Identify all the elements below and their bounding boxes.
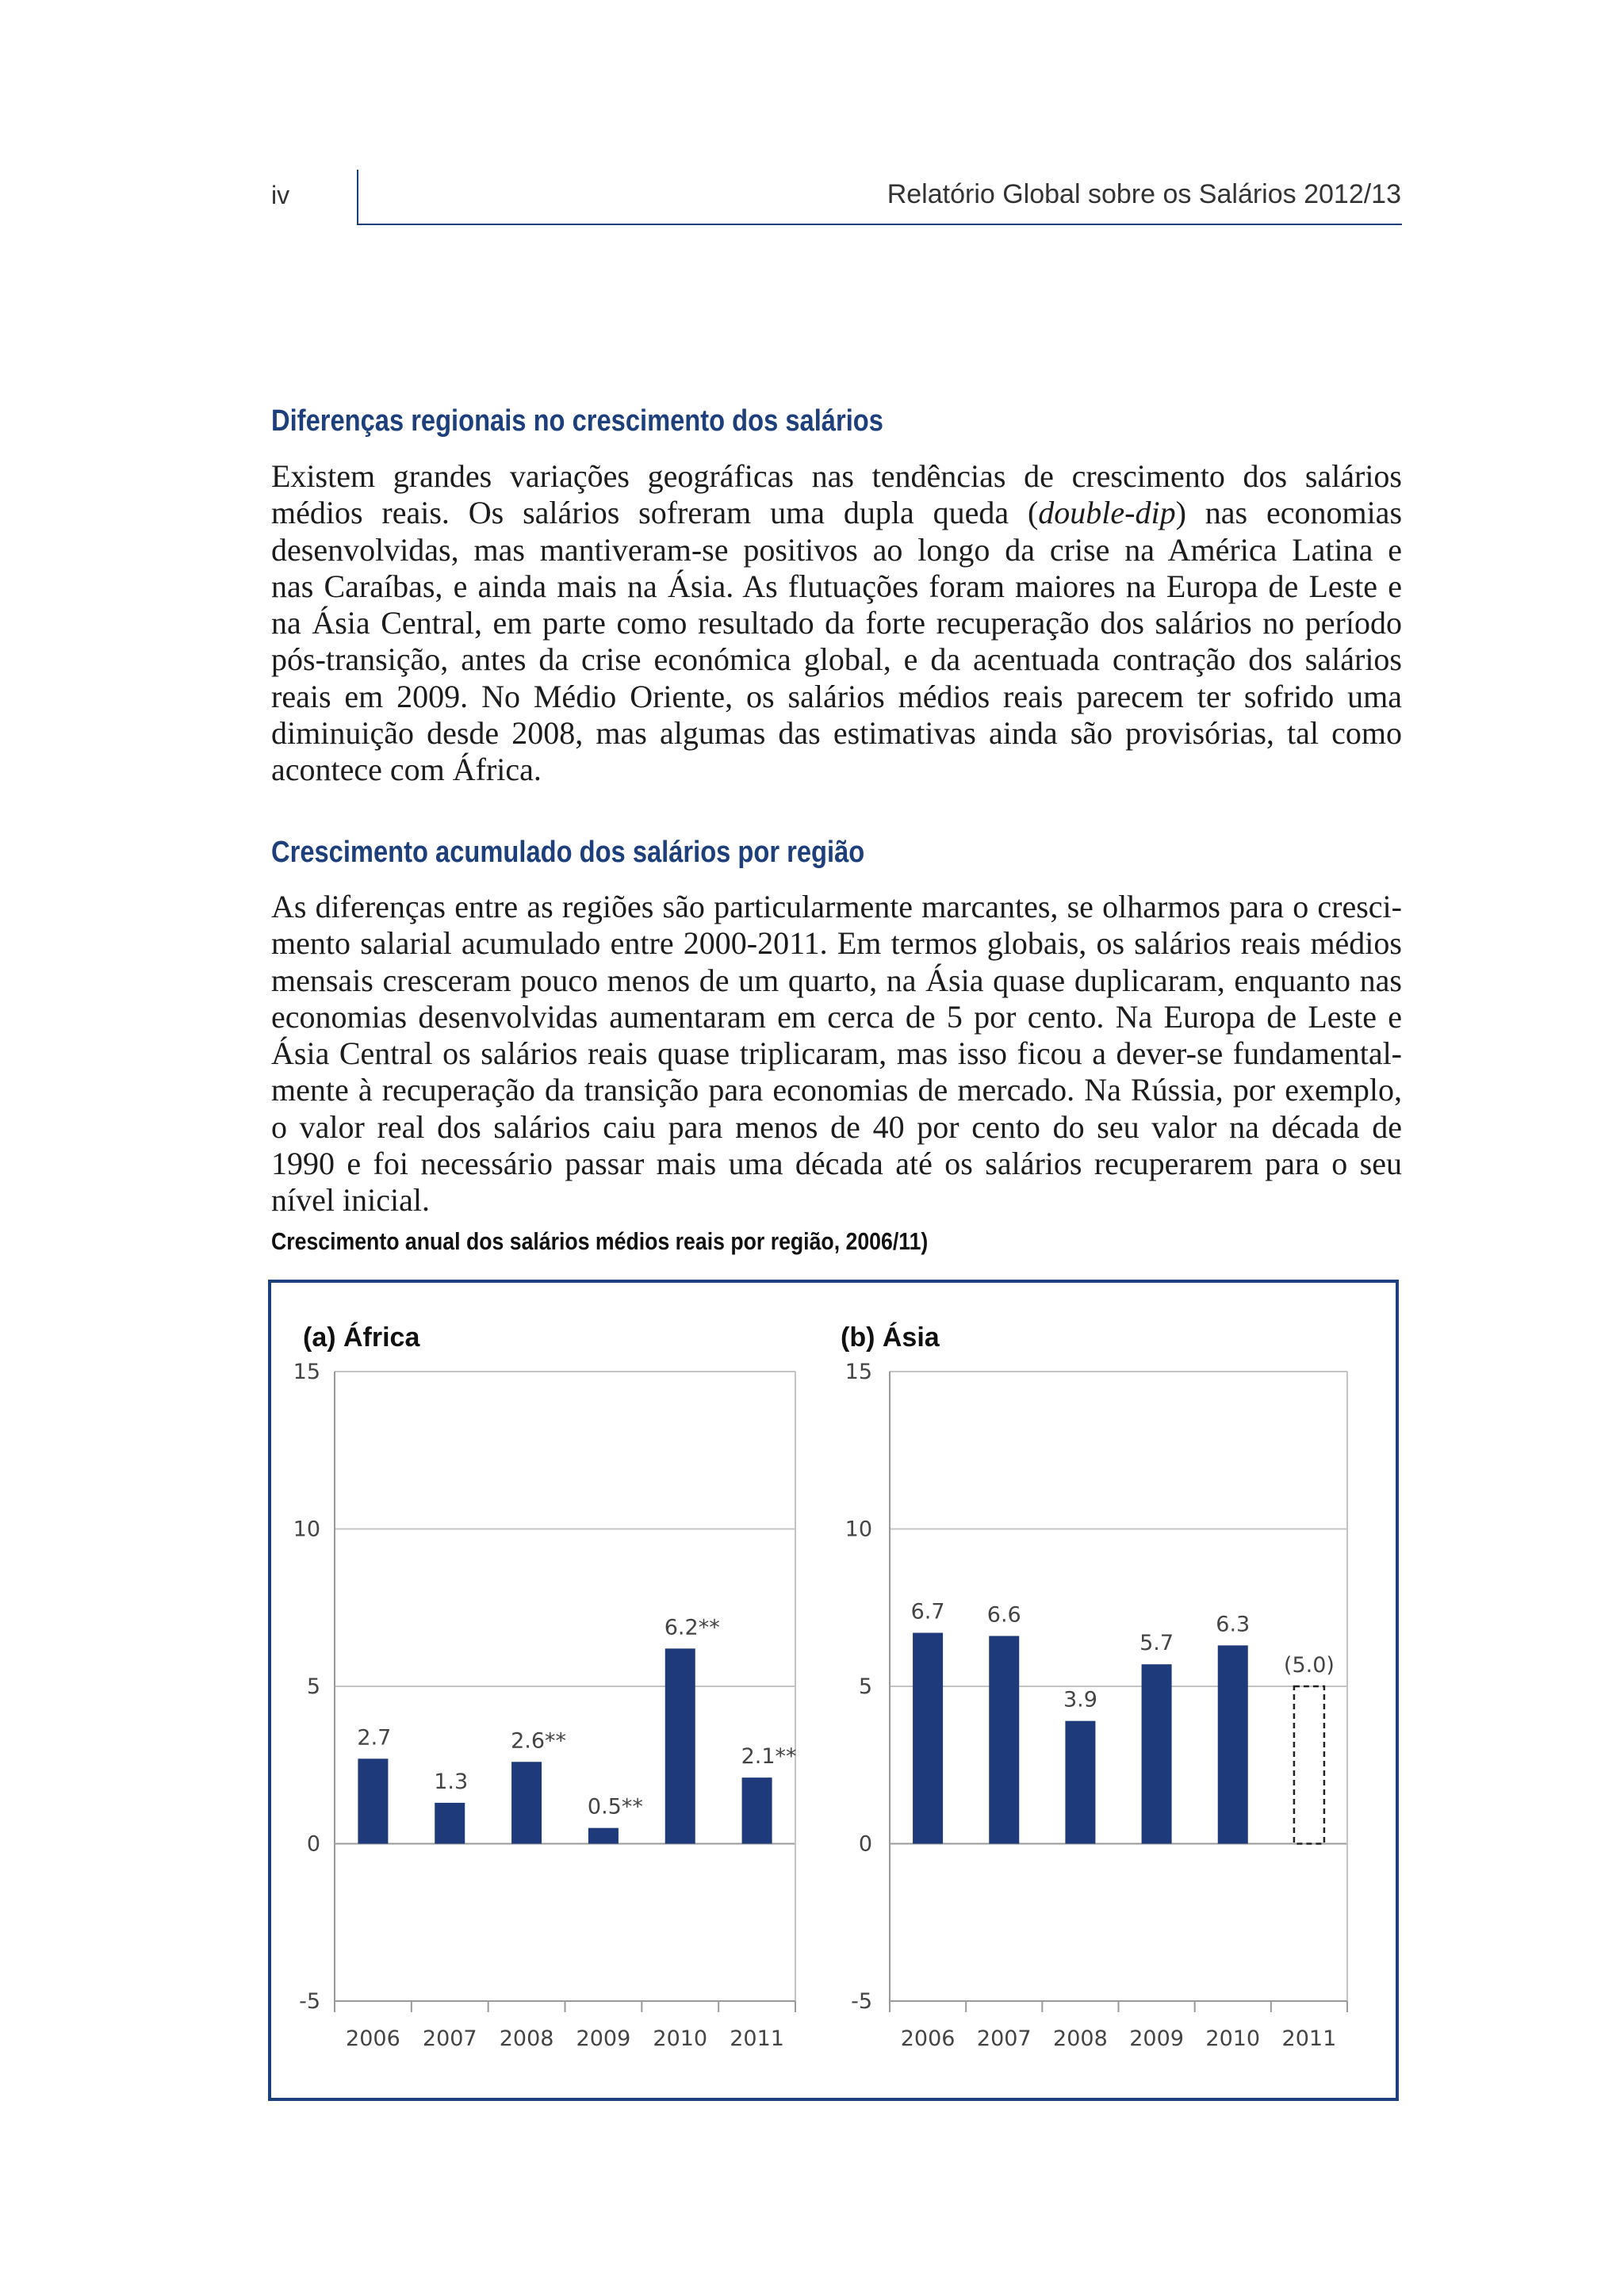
section-heading-cumulative: Crescimento acumulado dos salários por região: [271, 836, 865, 869]
x-tick-label: 2011: [730, 2026, 784, 2051]
bar: [742, 1777, 772, 1843]
data-label: 2.1**: [741, 1744, 797, 1770]
text-line: nas Caraíbas, e ainda mais na Ásia. As flutuações foram maiores na Europa de Leste e: [271, 568, 1402, 604]
panel-title-asia: (b) Ásia: [841, 1322, 940, 1353]
text-line: médios reais. Os salários sofreram uma dupla queda (double-dip) nas economias: [271, 495, 1403, 531]
x-tick-label: 2008: [1053, 2026, 1108, 2051]
text-line: diminuição desde 2008, mas algumas das estimativas ainda são provisórias, tal como: [271, 715, 1402, 752]
data-label: 6.6: [986, 1602, 1021, 1628]
text-line: Existem grandes variações geográficas nas tendências de crescimento dos salários: [271, 458, 1402, 494]
figure-caption: Crescimento anual dos salários médios reais por região, 2006/11): [271, 1227, 929, 1255]
data-label: 3.9: [1063, 1687, 1097, 1712]
bar: [358, 1758, 388, 1843]
data-label: 6.7: [910, 1599, 945, 1624]
x-tick-label: 2007: [976, 2026, 1032, 2051]
data-label: 6.3: [1216, 1612, 1251, 1637]
section-heading-regional: Diferenças regionais no crescimento dos salários: [271, 404, 883, 438]
bar: [1142, 1664, 1172, 1843]
data-label: 6.2**: [664, 1615, 720, 1640]
y-tick-label: 5: [306, 1674, 320, 1699]
x-tick-label: 2010: [1205, 2026, 1261, 2051]
bar: [511, 1762, 542, 1843]
y-tick-label: 10: [293, 1517, 320, 1542]
text-line: mento salarial acumulado entre 2000-2011. Em termos globais, os salários reais médios: [271, 925, 1402, 962]
running-title: Relatório Global sobre os Salários 2012/13: [887, 179, 1401, 209]
data-label: 5.7: [1139, 1631, 1174, 1656]
text-line: nível inicial.: [271, 1182, 430, 1219]
text-line: o valor real dos salários caiu para menos de 40 por cento do seu valor na década de: [271, 1108, 1402, 1145]
charts-svg: [271, 1283, 1396, 2098]
bar: [435, 1803, 465, 1844]
data-label: (5.0): [1283, 1653, 1335, 1678]
data-label: 2.6**: [511, 1728, 567, 1754]
bar-estimated: [1294, 1686, 1324, 1844]
text-line: reais em 2009. No Médio Oriente, os salários médios reais parecem ter sofrido uma: [271, 678, 1402, 714]
x-tick-label: 2011: [1281, 2026, 1337, 2051]
bar: [989, 1636, 1019, 1843]
text-line: Ásia Central os salários reais quase triplicaram, mas isso ficou a dever-se fundamental-: [271, 1035, 1402, 1072]
x-tick-label: 2010: [653, 2026, 708, 2051]
paragraph-regional: [271, 458, 1402, 789]
y-tick-label: -5: [851, 1989, 872, 2014]
bar: [1218, 1645, 1248, 1843]
text-line: As diferenças entre as regiões são particularmente marcantes, se olharmos para o cresci-: [271, 889, 1402, 924]
data-label: 0.5**: [587, 1794, 643, 1820]
y-tick-label: -5: [299, 1989, 320, 2014]
y-tick-label: 10: [845, 1517, 872, 1542]
x-tick-label: 2007: [422, 2026, 477, 2051]
text-line: acontece com África.: [271, 752, 542, 788]
text-line: mente à recuperação da transição para economias de mercado. Na Rússia, por exemplo,: [271, 1072, 1402, 1108]
y-tick-label: 5: [858, 1674, 872, 1699]
x-tick-label: 2009: [576, 2026, 631, 2051]
header-divider: [357, 170, 358, 225]
text-line: na Ásia Central, em parte como resultado da forte recuperação dos salários no período: [271, 605, 1402, 641]
x-tick-label: 2008: [499, 2026, 554, 2051]
figure-frame: [268, 1280, 1399, 2101]
x-tick-label: 2006: [346, 2026, 400, 2051]
panel-title-africa: (a) África: [303, 1322, 420, 1353]
data-label: 1.3: [434, 1769, 469, 1794]
header-rule: [357, 224, 1402, 225]
y-tick-label: 0: [306, 1831, 320, 1857]
y-tick-label: 15: [293, 1360, 320, 1384]
text-line: desenvolvidas, mas mantiveram-se positivos ao longo da crise na América Latina e: [271, 531, 1402, 568]
paragraph-cumulative: [271, 889, 1402, 1219]
x-tick-label: 2009: [1129, 2026, 1184, 2051]
bar: [588, 1828, 619, 1844]
text-line: economias desenvolvidas aumentaram em cerca de 5 por cento. Na Europa de Leste e: [271, 998, 1402, 1035]
text-line: pós-transição, antes da crise económica global, e da acentuada contração dos salários: [271, 641, 1402, 678]
bar: [665, 1648, 695, 1843]
y-tick-label: 15: [845, 1360, 872, 1384]
x-tick-label: 2006: [900, 2026, 956, 2051]
data-label: 2.7: [357, 1725, 392, 1751]
text-line: mensais cresceram pouco menos de um quarto, na Ásia quase duplicaram, enquanto nas: [271, 962, 1402, 998]
text-line: 1990 e foi necessário passar mais uma década até os salários recuperarem para o seu: [271, 1146, 1402, 1182]
italic-term: double-dip: [1038, 495, 1176, 531]
bar: [1065, 1721, 1095, 1844]
page-number: iv: [271, 181, 290, 209]
bar: [913, 1633, 943, 1844]
y-tick-label: 0: [858, 1831, 872, 1857]
